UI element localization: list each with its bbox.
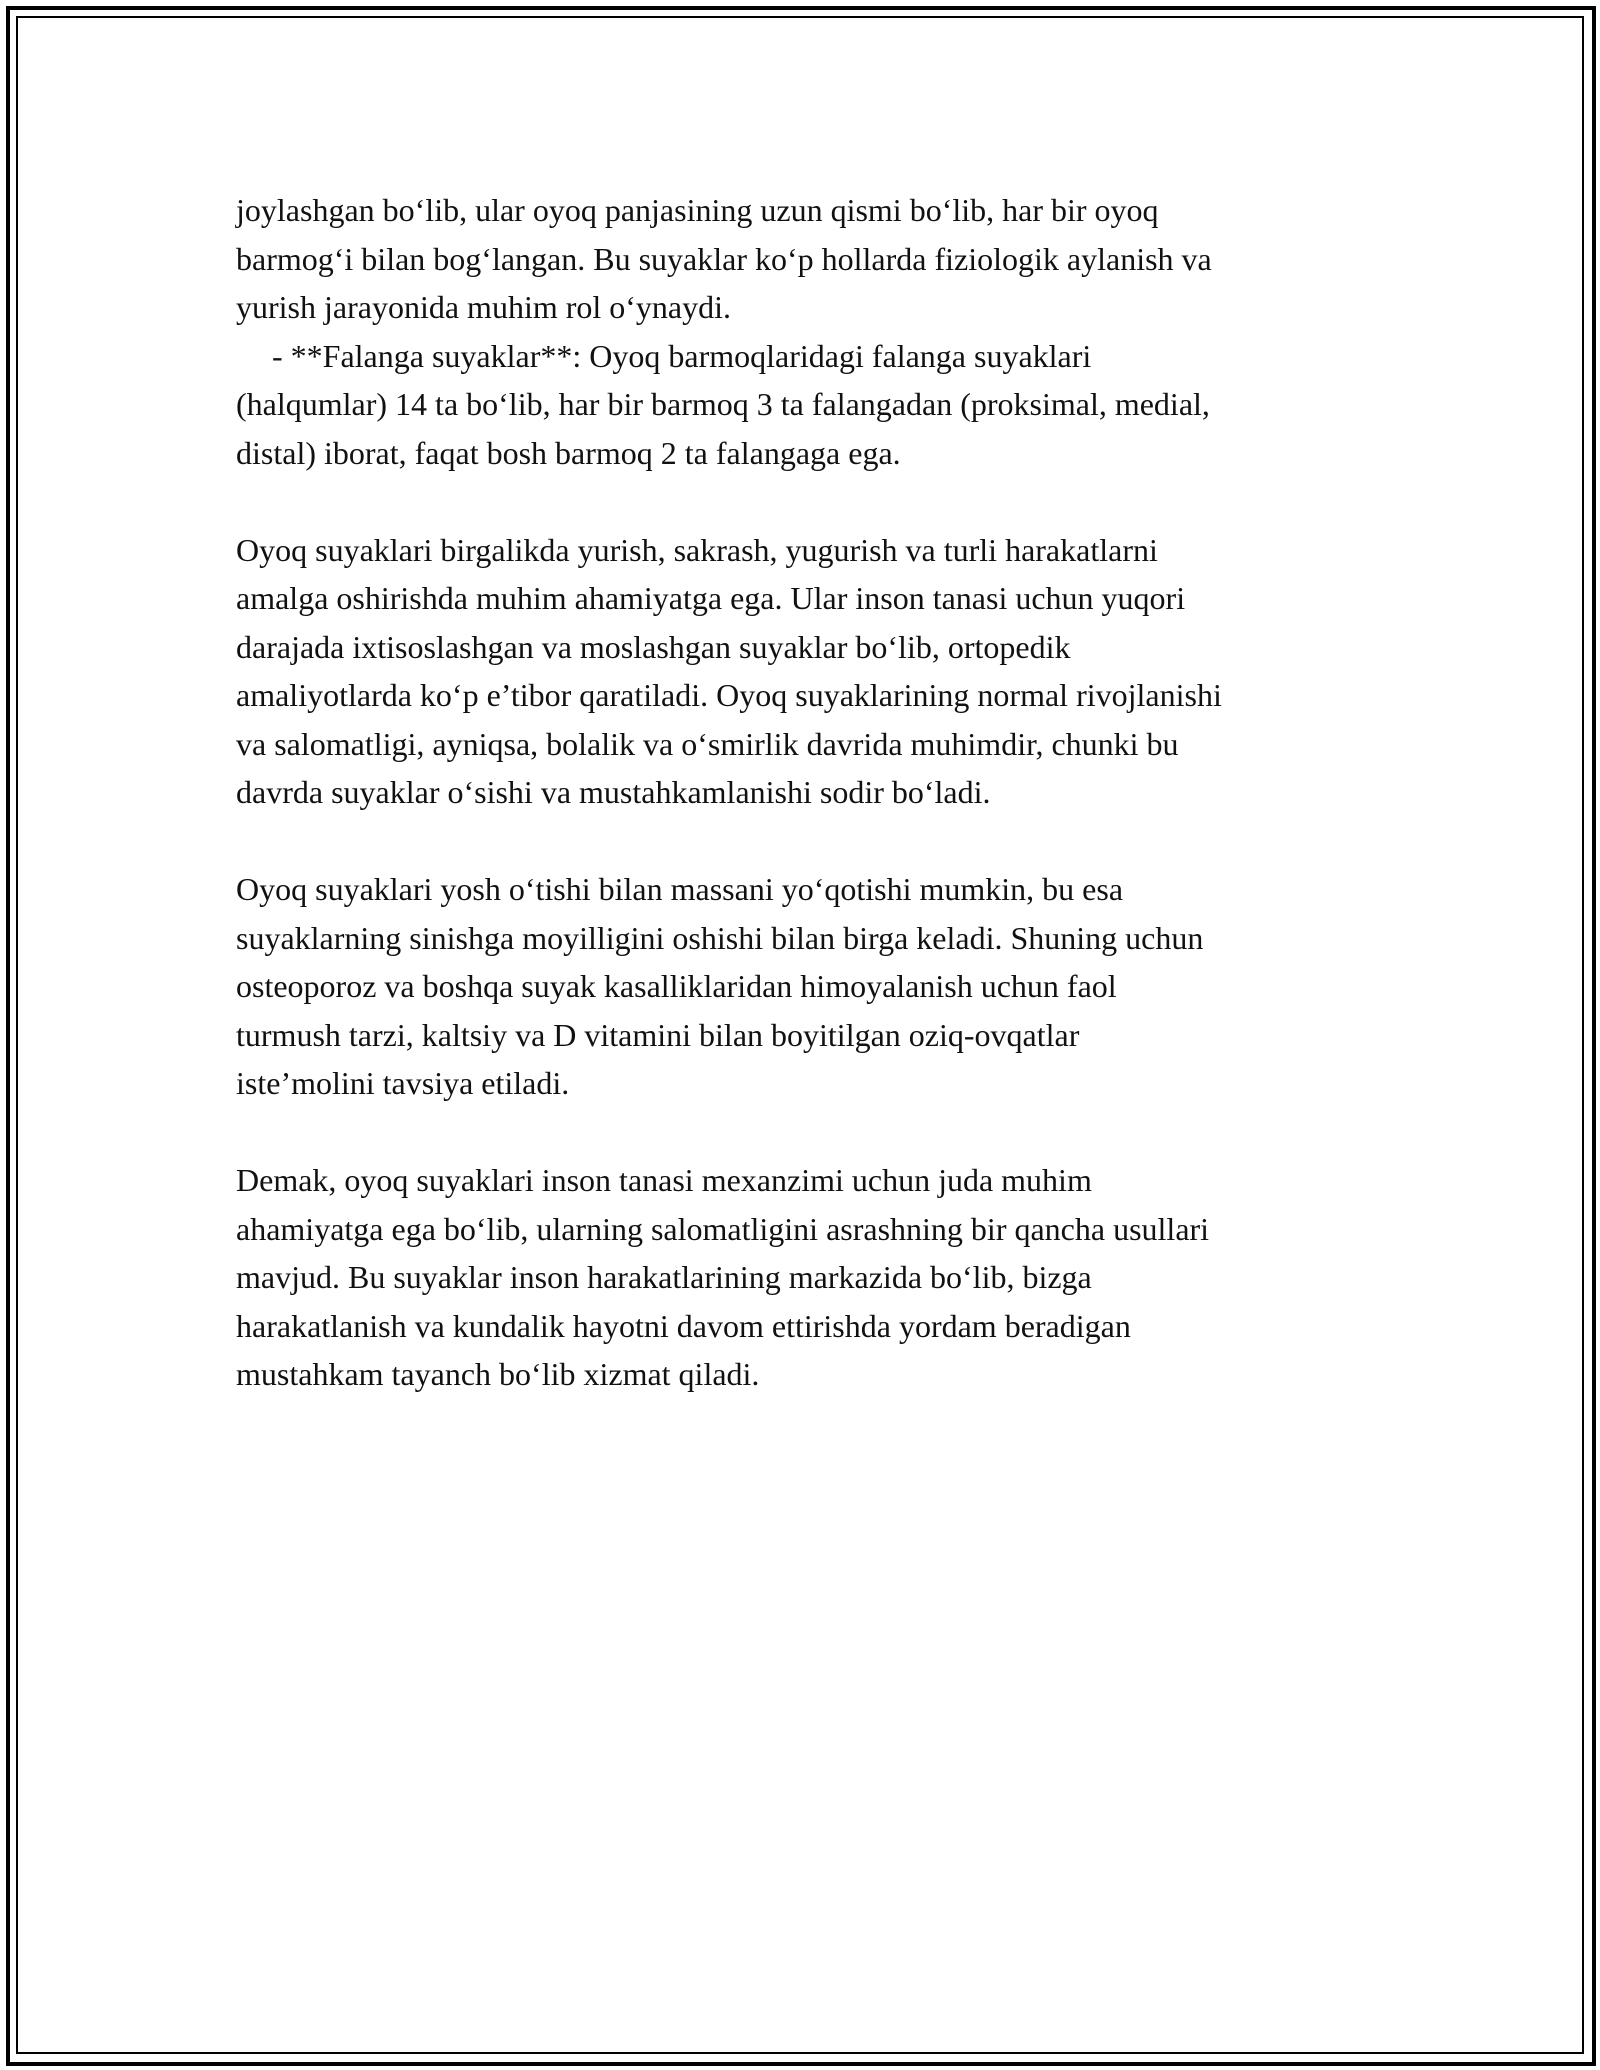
text-line: iste’molini tavsiya etiladi. bbox=[236, 1065, 570, 1101]
paragraph-spacer bbox=[236, 477, 1396, 526]
text-line: ahamiyatga ega bo‘lib, ularning salomatligini asrashning bir qancha usullari bbox=[236, 1210, 1210, 1247]
text-line: suyaklarning sinishga moyilligini oshishi bilan birga keladi. Shuning uchun bbox=[236, 919, 1204, 956]
paragraph-conclusion bbox=[236, 1156, 1396, 1399]
text-line: - **Falanga suyaklar**: Oyoq barmoqlaridagi falanga suyaklari bbox=[272, 337, 1092, 374]
paragraph-function bbox=[236, 526, 1396, 817]
text-line: osteoporoz va boshqa suyak kasalliklaridan himoyalanish uchun faol bbox=[236, 968, 1117, 1004]
text-line: amaliyotlarda ko‘p e’tibor qaratiladi. Oyoq suyaklarining normal rivojlanishi bbox=[236, 677, 1222, 713]
text-line: barmog‘i bilan bog‘langan. Bu suyaklar ko‘p hollarda fiziologik aylanish va bbox=[236, 240, 1212, 277]
text-line: yurish jarayonida muhim rol o‘ynaydi. bbox=[236, 289, 732, 325]
paragraph-phalanges-item bbox=[236, 332, 1396, 478]
text-line: va salomatligi, ayniqsa, bolalik va o‘smirlik davrida muhimdir, chunki bu bbox=[236, 725, 1179, 762]
text-line: Oyoq suyaklari birgalikda yurish, sakrash, yugurish va turli harakatlarni bbox=[236, 531, 1158, 568]
document-body bbox=[236, 186, 1396, 1399]
text-line: Oyoq suyaklari yosh o‘tishi bilan massani yo‘qotishi mumkin, bu esa bbox=[236, 871, 1124, 907]
paragraph-metatarsal-continuation bbox=[236, 186, 1396, 332]
paragraph-aging bbox=[236, 865, 1396, 1108]
paragraph-spacer bbox=[236, 1108, 1396, 1157]
text-line: joylashgan bo‘lib, ular oyoq panjasining uzun qismi bo‘lib, har bir oyoq bbox=[236, 192, 1159, 228]
text-line: distal) iborat, faqat bosh barmoq 2 ta falangaga ega. bbox=[236, 434, 901, 471]
text-line: amalga oshirishda muhim ahamiyatga ega. Ular inson tanasi uchun yuqori bbox=[236, 580, 1186, 616]
text-line: (halqumlar) 14 ta bo‘lib, har bir barmoq 3 ta falangadan (proksimal, medial, bbox=[236, 386, 1210, 422]
text-line: harakatlanish va kundalik hayotni davom ettirishda yordam beradigan bbox=[236, 1307, 1131, 1344]
text-line: Demak, oyoq suyaklari inson tanasi mexanzimi uchun juda muhim bbox=[236, 1162, 1092, 1198]
paragraph-spacer bbox=[236, 817, 1396, 866]
text-line: mavjud. Bu suyaklar inson harakatlarining markazida bo‘lib, bizga bbox=[236, 1259, 1092, 1295]
text-line: davrda suyaklar o‘sishi va mustahkamlanishi sodir bo‘ladi. bbox=[236, 774, 991, 810]
text-line: darajada ixtisoslashgan va moslashgan suyaklar bo‘lib, ortopedik bbox=[236, 628, 1071, 665]
text-line: turmush tarzi, kaltsiy va D vitamini bilan boyitilgan oziq-ovqatlar bbox=[236, 1016, 1080, 1053]
text-line: mustahkam tayanch bo‘lib xizmat qiladi. bbox=[236, 1356, 760, 1392]
